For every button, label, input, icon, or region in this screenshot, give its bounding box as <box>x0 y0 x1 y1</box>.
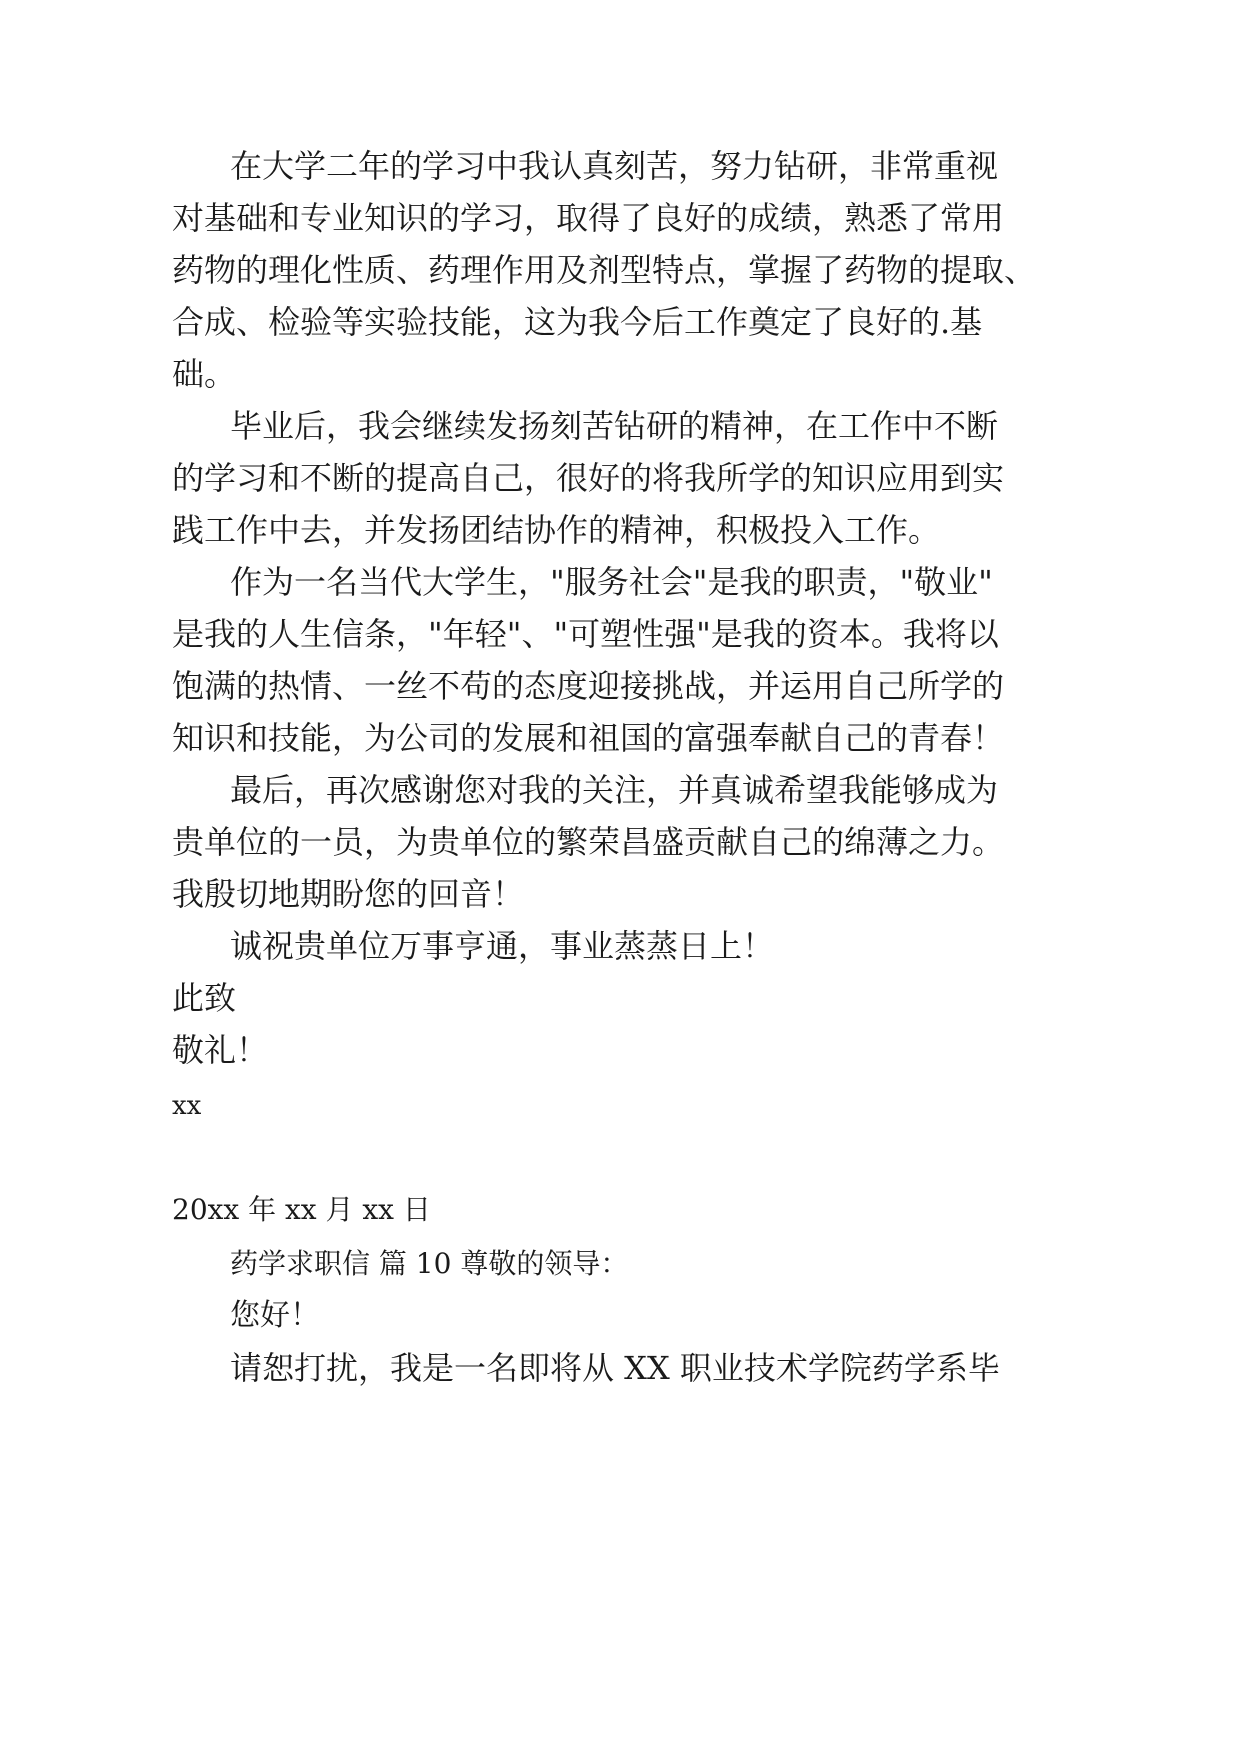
paragraph-1-line-5: 础。 <box>172 355 237 393</box>
signature: xx <box>172 1091 202 1121</box>
next-letter-first-line: 请恕打扰，我是一名即将从 XX 职业技术学院药学系毕 <box>230 1349 1000 1387</box>
paragraph-3-line-1: 作为一名当代大学生，"服务社会"是我的职责，"敬业" <box>230 563 993 601</box>
paragraph-3-line-3: 饱满的热情、一丝不苟的态度迎接挑战，并运用自己所学的 <box>172 667 1005 705</box>
closing-regards: 敬礼！ <box>172 1031 269 1069</box>
paragraph-4-line-2: 贵单位的一员，为贵单位的繁荣昌盛贡献自己的绵薄之力。 <box>172 823 1005 861</box>
paragraph-1-line-1: 在大学二年的学习中我认真刻苦，努力钻研，非常重视 <box>230 147 999 185</box>
paragraph-1-line-4: 合成、检验等实验技能，这为我今后工作奠定了良好的.基 <box>172 303 983 341</box>
next-letter-heading: 药学求职信 篇 10 尊敬的领导： <box>230 1247 629 1280</box>
paragraph-1-line-3: 药物的理化性质、药理作用及剂型特点，掌握了药物的提取、 <box>172 251 1037 289</box>
next-letter-greeting: 您好！ <box>230 1298 320 1333</box>
date: 20xx 年 xx 月 xx 日 <box>172 1193 431 1226</box>
paragraph-4-line-1: 最后，再次感谢您对我的关注，并真诚希望我能够成为 <box>230 771 999 809</box>
closing-wish: 诚祝贵单位万事亨通，事业蒸蒸日上！ <box>230 927 775 965</box>
paragraph-1-line-2: 对基础和专业知识的学习，取得了良好的成绩，熟悉了常用 <box>172 199 1005 237</box>
paragraph-4-line-3: 我殷切地期盼您的回音！ <box>172 875 525 913</box>
paragraph-3-line-2: 是我的人生信条，"年轻"、"可塑性强"是我的资本。我将以 <box>172 615 999 653</box>
closing-salutation: 此致 <box>172 979 237 1017</box>
paragraph-2-line-1: 毕业后，我会继续发扬刻苦钻研的精神，在工作中不断 <box>230 407 999 445</box>
paragraph-2-line-3: 践工作中去，并发扬团结协作的精神，积极投入工作。 <box>172 511 941 549</box>
paragraph-2-line-2: 的学习和不断的提高自己，很好的将我所学的知识应用到实 <box>172 459 1005 497</box>
paragraph-3-line-4: 知识和技能，为公司的发展和祖国的富强奉献自己的青春！ <box>172 719 1005 757</box>
